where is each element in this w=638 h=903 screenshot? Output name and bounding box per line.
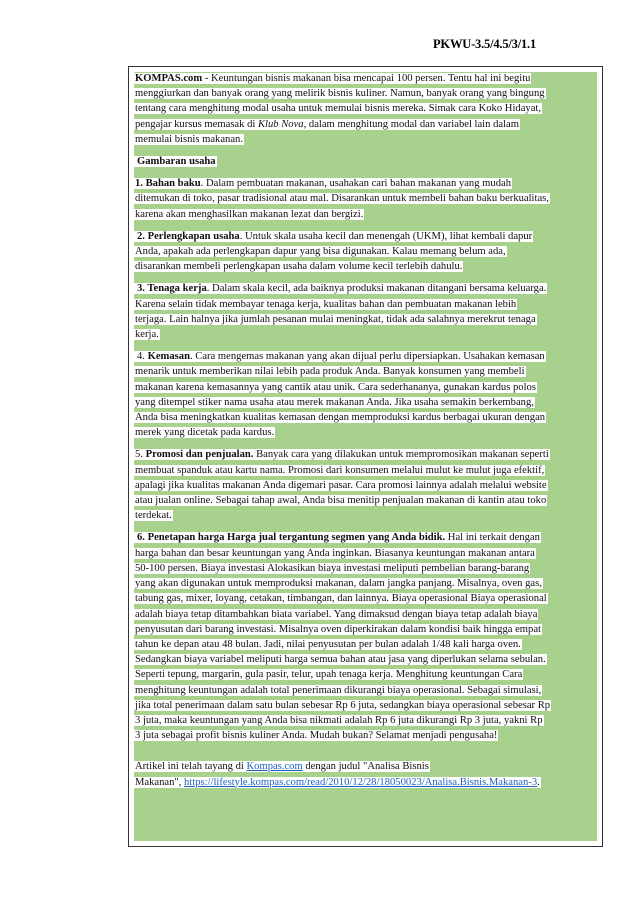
item-1-line-2: ditemukan di toko, pasar tradisional atau mal. Disarankan untuk membeli bahan baku berkualitas, — [135, 193, 549, 205]
intro-line-4b: , dalam menghitung modal dan variabel lain dalam — [303, 118, 519, 130]
item-4-line-5: Anda bisa meningkatkan kualitas kemasan dengan memproduksi kardus berbagai ukuran dengan — [135, 412, 546, 424]
item-4-prefix: 4. — [137, 351, 148, 363]
intro-line-1: - Keuntungan bisnis makanan bisa mencapai 100 persen. Tentu hal ini begitu — [202, 73, 531, 84]
item-6-line-4: yang akan digunakan untuk memproduksi makanan, dalam jangka panjang. Misalnya, oven gas, — [135, 578, 542, 590]
item-3-heading: 3. Tenaga kerja — [137, 283, 207, 295]
kompas-link[interactable]: Kompas.com — [246, 761, 303, 773]
footer-prefix: Artikel ini telah tayang di — [135, 761, 247, 773]
article-url-link[interactable]: https://lifestyle.kompas.com/read/2010/12/28/18050023/Analisa.Bisnis.Makanan-3 — [184, 776, 538, 788]
intro-line-4: pengajar kursus memasak di — [135, 118, 258, 130]
item-4-line-1: . Cara mengemas makanan yang akan dijual perlu dipersiapkan. Usahakan kemasan — [189, 351, 545, 363]
intro-paragraph — [134, 71, 597, 147]
item-6-line-8: tahun ke depan atau 48 bulan. Jadi, nilai penyusutan per bulan adalah 1/48 kali harga oven. — [135, 638, 521, 650]
item-6-line-7: penyusutan dari barang investasi. Misalnya oven diperkirakan dalam kondisi baik hingga empat — [135, 623, 541, 635]
item-kemasan — [134, 349, 597, 440]
item-4-heading: Kemasan — [147, 351, 190, 363]
section-heading: Gambaran usaha — [137, 156, 216, 168]
intro-line-2: menggiurkan dan banyak orang yang melirik bisnis kuliner. Namun, banyak orang yang bingung — [135, 88, 545, 100]
item-6-line-3: 50-100 persen. Biaya investasi Alokasikan biaya investasi meliputi pembelian barang-barang — [135, 562, 530, 574]
item-1-heading: 1. Bahan baku — [135, 178, 201, 190]
item-3-line-1: . Dalam skala kecil, ada baiknya produksi makanan ditangani bersama keluarga. — [206, 283, 547, 295]
item-1-line-1: . Dalam pembuatan makanan, usahakan cari bahan makanan yang mudah — [200, 178, 512, 190]
item-2-heading: 2. Perlengkapan usaha — [137, 230, 240, 242]
item-5-line-4: atau jualan online. Sebagai tahap awal, Anda bisa menitip penjualan makanan di kantin atau toko — [135, 495, 547, 507]
item-6-line-10: Seperti tepung, margarin, gula pasir, telur, upah tenaga kerja. Menghitung keuntungan Cara — [135, 669, 523, 681]
item-5-line-2: membuat spanduk atau kartu nama. Promosi dari konsumen melalui mulut ke mulut juga efektif, — [135, 464, 545, 476]
intro-line-3: tentang cara menghitung modal usaha untuk memulai bisnis mereka. Simak cara Koko Hidayat, — [135, 103, 541, 115]
item-4-line-2: menarik untuk memberikan nilai lebih pada produk Anda. Banyak konsumen yang membeli — [135, 366, 525, 378]
item-tenaga-kerja — [134, 281, 597, 342]
footer-middle-1: dengan judul "Analisa Bisnis — [302, 761, 429, 773]
item-6-line-11: menghitung keuntungan adalah total penerimaan dikurangi biaya operasional. Sebagai simulasi, — [135, 684, 542, 696]
document-code: PKWU-3.5/4.5/3/1.1 — [433, 37, 536, 51]
item-2-line-1: . Untuk skala usaha kecil dan menengah (UKM), lihat kembali dapur — [239, 230, 533, 242]
item-6-line-14: 3 juta sebagai profit bisnis kuliner Anda. Mudah bukan? Selamat menjadi pengusaha! — [135, 730, 498, 742]
item-5-line-1: Banyak cara yang dilakukan untuk mempromosikan makanan seperti — [253, 449, 549, 461]
item-3-line-3: terjaga. Lain halnya jika jumlah pesanan mulai meningkat, tidak ada salahnya merekrut tenaga — [135, 313, 536, 325]
item-1-line-3: karena akan menghasilkan makanan lezat dan bergizi. — [135, 208, 364, 220]
section-heading-block — [134, 154, 597, 169]
footer-suffix: . — [537, 776, 540, 788]
item-penetapan-harga — [134, 530, 597, 743]
item-3-line-2: Karena selain tidak membayar tenaga kerja, kualitas bahan dan pembuatan makanan lebih — [135, 298, 517, 310]
item-4-line-4: yang ditempel stiker nama usaha atau merek makanan Anda. Jika usaha semakin berkembang, — [135, 396, 534, 408]
item-2-line-2: Anda, apakah ada perlengkapan dapur yang bisa digunakan. Kalau memang belum ada, — [135, 246, 506, 258]
item-6-heading: 6. Penetapan harga Harga jual tergantung segmen yang Anda bidik. — [137, 532, 446, 544]
item-6-line-13: 3 juta, maka keuntungan yang Anda bisa nikmati adalah Rp 6 juta dikurangi Rp 3 juta, yakni Rp — [135, 714, 543, 726]
item-perlengkapan-usaha — [134, 229, 597, 275]
item-6-line-1: Hal ini terkait dengan — [445, 532, 540, 544]
intro-line-5: memulai bisnis makanan. — [135, 133, 243, 145]
item-5-prefix: 5. — [135, 449, 146, 461]
item-5-heading: Promosi dan penjualan. — [145, 449, 254, 461]
item-6-line-6: adalah biaya tetap ditambahkan biata variabel. Yang dimaksud dengan biaya tetap adalah biaya — [135, 608, 538, 620]
item-bahan-baku — [134, 176, 597, 222]
item-6-line-12: jika total penerimaan dalam satu bulan sebesar Rp 6 juta, sedangkan biaya operasional sebesar Rp — [135, 699, 551, 711]
item-3-line-4: kerja. — [135, 329, 159, 341]
item-4-line-3: makanan karena kemasannya yang cantik atau unik. Cara sederhananya, gunakan kardus polos — [135, 381, 536, 393]
item-6-line-2: harga bahan dan besar keuntungan yang Anda inginkan. Biasanya keuntungan makanan antara — [135, 547, 535, 559]
article-body — [134, 71, 597, 790]
item-2-line-3: disarankan membeli perlengkapan usaha dalam volume kecil terlebih dahulu. — [135, 261, 463, 273]
item-5-line-5: terdekat. — [135, 510, 172, 522]
item-6-line-9: Sedangkan biaya variabel meliputi harga semua bahan atau jasa yang diperlukan selama sebulan. — [135, 654, 546, 666]
intro-italic: Klub Nova — [257, 118, 304, 130]
source-footer — [134, 759, 597, 789]
intro-source: KOMPAS.com — [135, 73, 203, 84]
item-5-line-3: apalagi jika kualitas makanan Anda digemari pasar. Cara promosi lainnya adalah melalui website — [135, 479, 547, 491]
item-6-line-5: tabung gas, mixer, loyang, cetakan, timbangan, dan lainnya. Biaya operasional Biaya operasional — [135, 593, 547, 605]
item-4-line-6: merek yang dicetak pada kardus. — [135, 427, 275, 439]
item-promosi — [134, 447, 597, 523]
footer-middle-2: Makanan", — [135, 776, 185, 788]
